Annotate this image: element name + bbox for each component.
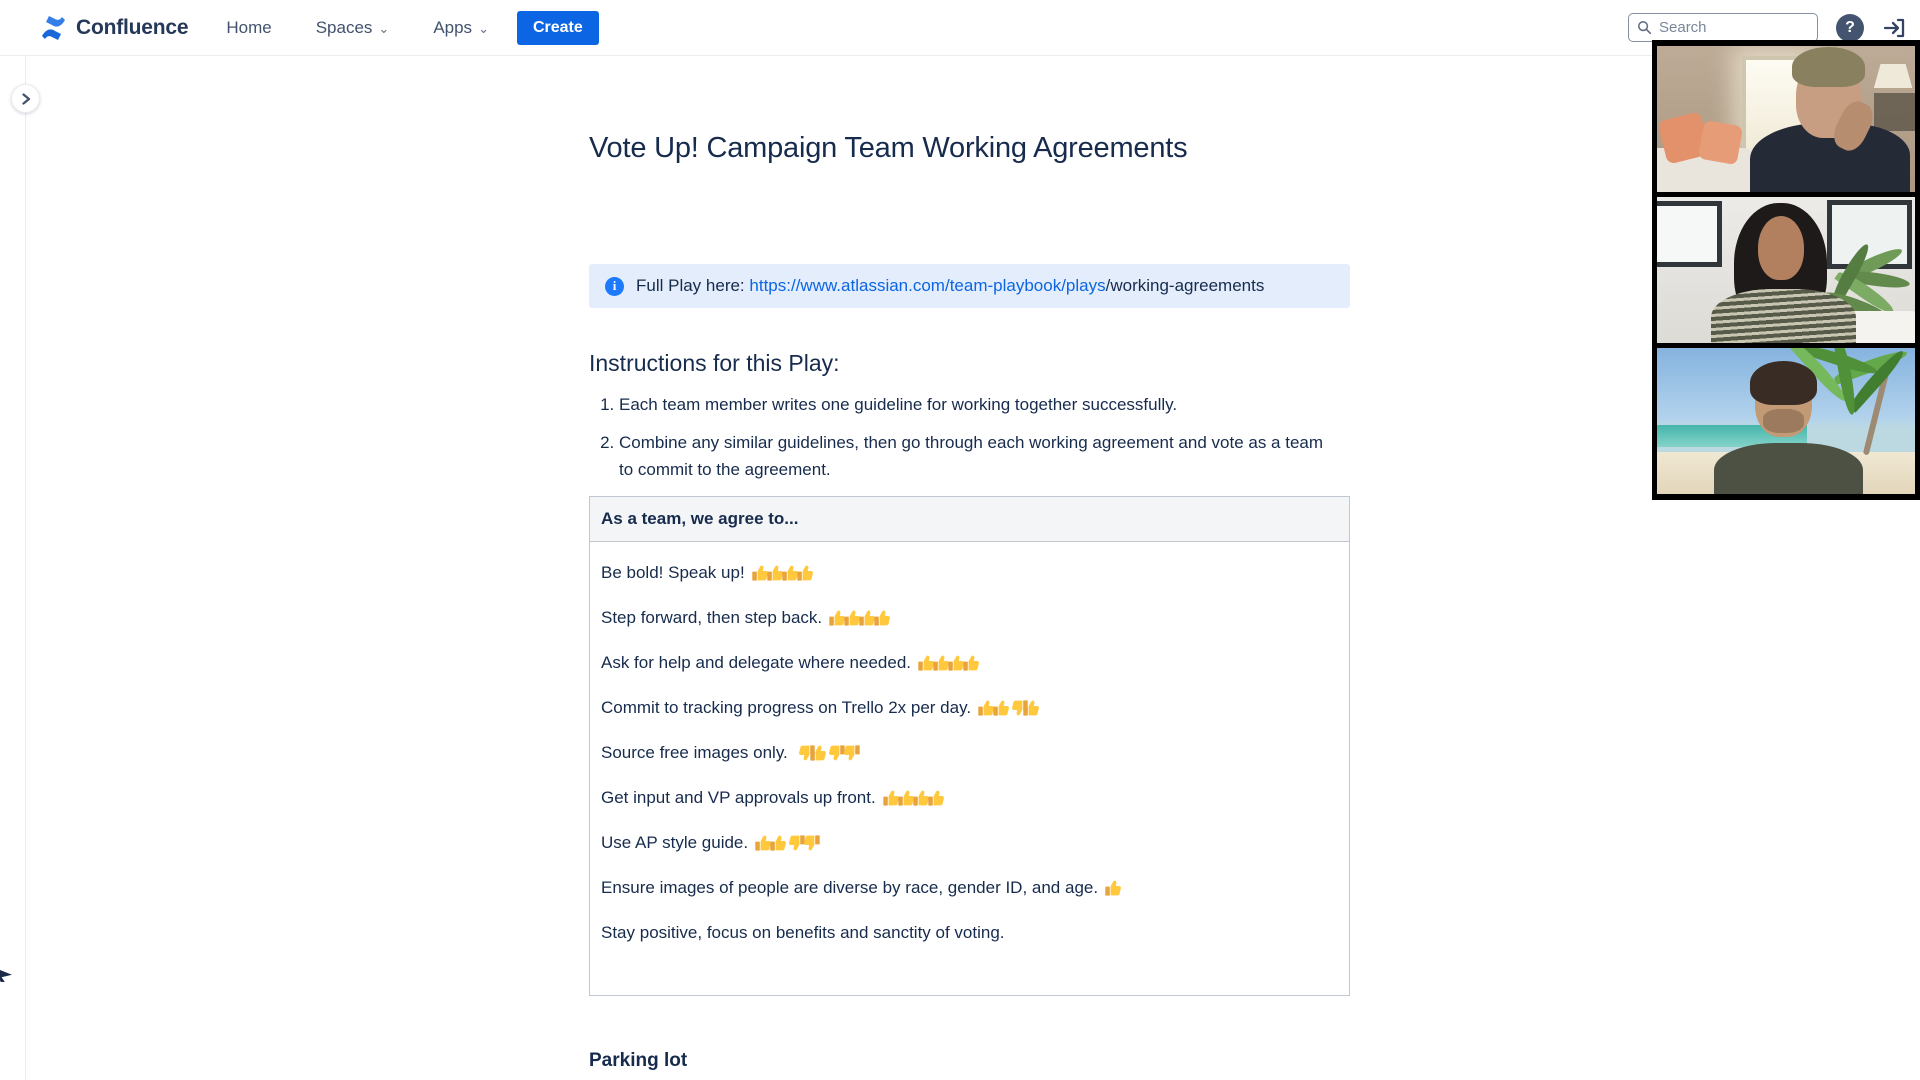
instructions-heading: Instructions for this Play: [589, 350, 840, 376]
parking-lot-heading: Parking lot [589, 1050, 688, 1071]
sign-in-button[interactable] [1882, 16, 1906, 40]
table-row [601, 550, 1338, 595]
vote-emojis [755, 833, 820, 853]
agreements-table-body [589, 542, 1350, 996]
sign-in-icon [1882, 16, 1906, 40]
nav-links [226, 18, 489, 38]
agreement-text: Stay positive, focus on benefits and sanctity of voting. [601, 922, 1005, 942]
thumb-down-icon [800, 833, 820, 853]
instruction-item: 2. Combine any similar guidelines, then go through each working agreement and vote as a team to commit to the agreement. [619, 429, 1324, 483]
table-row [601, 775, 1338, 820]
page-title: Vote Up! Campaign Team Working Agreements [589, 132, 1188, 164]
thumb-up-icon [928, 788, 948, 808]
agreement-text: Ask for help and delegate where needed. [601, 652, 912, 672]
chevron-right-icon [21, 93, 31, 105]
vote-emojis [752, 563, 817, 583]
participant-3-figure [1714, 443, 1864, 494]
info-panel-text [636, 276, 1264, 296]
nav-item-apps[interactable] [433, 18, 489, 38]
sidebar-rail-divider [25, 56, 26, 1080]
search-box[interactable] [1628, 13, 1818, 42]
chevron-down-icon: ⌄ [478, 21, 489, 36]
nav-item-label: Spaces [315, 17, 373, 37]
nav-item-spaces[interactable] [316, 18, 390, 38]
agreements-table [589, 496, 1350, 996]
top-nav [0, 0, 1920, 56]
nav-item-label: Home [226, 17, 272, 37]
agreements-table-header: As a team, we agree to... [589, 496, 1350, 542]
thumb-up-icon [797, 563, 817, 583]
create-button[interactable]: Create [517, 11, 599, 45]
thumb-down-icon [1008, 698, 1028, 718]
instruction-item: 1. Each team member writes one guideline for working together successfully. [619, 391, 1324, 418]
agreement-text: Ensure images of people are diverse by race, gender ID, and age. [601, 877, 1099, 897]
vote-emojis [883, 788, 948, 808]
video-participant-3[interactable] [1657, 348, 1915, 494]
info-text-suffix: /working-agreements [1105, 276, 1265, 295]
vote-emojis [978, 698, 1043, 718]
table-row [601, 910, 1338, 955]
video-participant-1[interactable] [1657, 46, 1915, 192]
agreement-text: Be bold! Speak up! [601, 562, 745, 582]
table-row [601, 730, 1338, 775]
agreement-text: Step forward, then step back. [601, 607, 823, 627]
mouse-cursor [0, 966, 12, 982]
page-content [589, 56, 1350, 1072]
table-row [601, 865, 1338, 910]
nav-item-label: Apps [433, 17, 473, 37]
nav-item-home[interactable] [226, 18, 271, 38]
info-panel [589, 264, 1350, 308]
agreement-text: Commit to tracking progress on Trello 2x per day. [601, 697, 972, 717]
brand-name: Confluence [76, 15, 189, 39]
nav-right [1628, 13, 1906, 42]
info-icon: i [605, 277, 624, 296]
search-input[interactable] [1659, 19, 1799, 36]
table-row [601, 640, 1338, 685]
thumb-down-icon [795, 743, 815, 763]
vote-emojis [1105, 878, 1125, 898]
agreement-text: Get input and VP approvals up front. [601, 787, 876, 807]
instructions-list [589, 391, 1324, 483]
confluence-logo-icon [40, 15, 67, 41]
video-participant-2[interactable] [1657, 197, 1915, 343]
thumb-up-icon [963, 653, 983, 673]
confluence-logo[interactable] [40, 15, 188, 41]
vote-emojis [829, 608, 894, 628]
thumb-up-icon [1105, 878, 1125, 898]
vote-emojis [918, 653, 983, 673]
help-button[interactable]: ? [1836, 14, 1864, 42]
thumb-up-icon [874, 608, 894, 628]
thumb-down-icon [840, 743, 860, 763]
search-icon [1637, 20, 1652, 35]
agreement-text: Use AP style guide. [601, 832, 749, 852]
info-text-prefix: Full Play here: [636, 276, 750, 295]
playbook-link[interactable]: https://www.atlassian.com/team-playbook/plays [749, 276, 1106, 295]
chevron-down-icon: ⌄ [378, 21, 390, 36]
table-row [601, 685, 1338, 730]
table-row [601, 820, 1338, 865]
video-call-overlay [1652, 40, 1920, 500]
agreement-text: Source free images only. [601, 742, 788, 762]
vote-emojis [795, 743, 860, 763]
table-row [601, 595, 1338, 640]
sidebar-expand-toggle[interactable] [11, 84, 40, 113]
